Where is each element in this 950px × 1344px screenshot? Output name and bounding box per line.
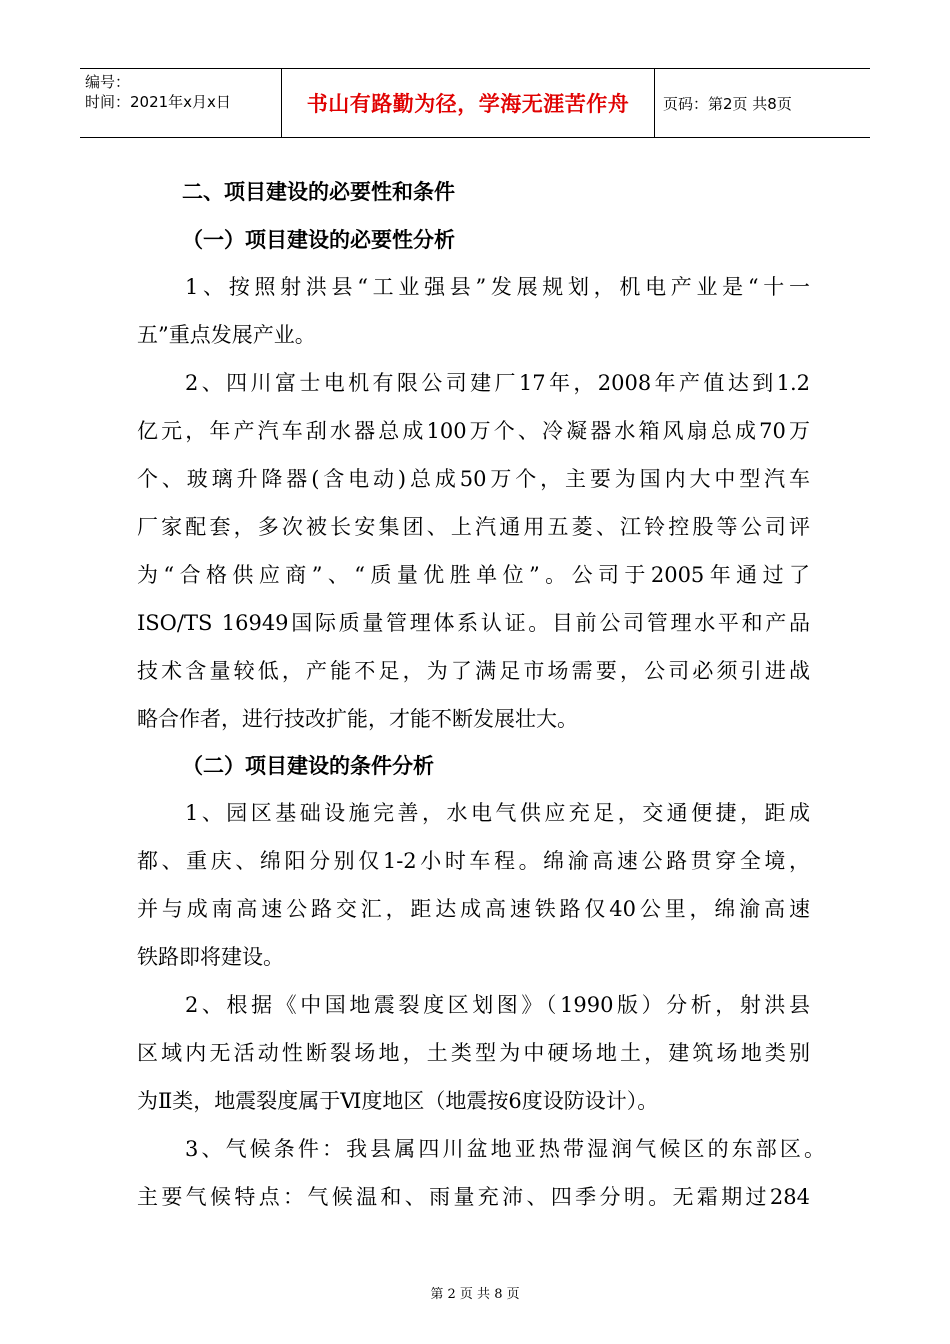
paragraph-line: ISO/TS 16949国际质量管理体系认证。目前公司管理水平和产品 xyxy=(137,611,810,635)
paragraph-line: 厂家配套，多次被长安集团、上汽通用五菱、江铃控股等公司评 xyxy=(137,515,810,539)
header-page-info: 页码：第2页 共8页 xyxy=(663,94,792,113)
doc-number-label: 编号： xyxy=(85,73,131,91)
paragraph-line: 都、重庆、绵阳分别仅1-2小时车程。绵渝高速公路贯穿全境， xyxy=(137,849,810,873)
paragraph-line: 3、气候条件：我县属四川盆地亚热带湿润气候区的东部区。 xyxy=(185,1137,825,1161)
page-footer: 第 2 页 共 8 页 xyxy=(430,1287,520,1302)
header-meta xyxy=(80,69,282,137)
time-label: 时间：2021年x月x日 xyxy=(85,93,231,111)
paragraph-line: 个、玻璃升降器(含电动)总成50万个，主要为国内大中型汽车 xyxy=(137,467,810,491)
paragraph-line: 技术含量较低，产能不足，为了满足市场需要，公司必须引进战 xyxy=(137,659,810,683)
paragraph-line: 铁路即将建设。 xyxy=(137,945,284,969)
paragraph-line: 略合作者，进行技改扩能，才能不断发展壮大。 xyxy=(137,707,578,731)
paragraph-line: 1、按照射洪县“工业强县”发展规划，机电产业是“十一 xyxy=(185,275,810,299)
paragraph-line: 主要气候特点：气候温和、雨量充沛、四季分明。无霜期过284 xyxy=(137,1185,810,1209)
header-motto: 书山有路勤为径，学海无涯苦作舟 xyxy=(282,69,655,137)
paragraph-line: 2、根据《中国地震裂度区划图》（1990版）分析，射洪县 xyxy=(185,993,810,1017)
paragraph-line: 为Ⅱ类，地震裂度属于Ⅵ度地区（地震按6度设防设计）。 xyxy=(137,1089,659,1113)
paragraph-line: 亿元，年产汽车刮水器总成100万个、冷凝器水箱风扇总成70万 xyxy=(137,419,810,443)
paragraph-line: 五”重点发展产业。 xyxy=(137,323,316,347)
section-title: 二、项目建设的必要性和条件 xyxy=(182,180,455,204)
subsection-title-necessity: （一）项目建设的必要性分析 xyxy=(182,228,455,252)
subsection-title-conditions: （二）项目建设的条件分析 xyxy=(182,754,434,778)
page-header xyxy=(80,68,870,138)
paragraph-line: 区域内无活动性断裂场地，土类型为中硬场地土，建筑场地类别 xyxy=(137,1041,810,1065)
paragraph-line: 为“合格供应商”、“质量优胜单位”。公司于2005年通过了 xyxy=(137,563,810,587)
paragraph-line: 2、四川富士电机有限公司建厂17年，2008年产值达到1.2 xyxy=(185,371,810,395)
paragraph-line: 1、园区基础设施完善，水电气供应充足，交通便捷，距成 xyxy=(185,801,810,825)
paragraph-line: 并与成南高速公路交汇，距达成高速铁路仅40公里，绵渝高速 xyxy=(137,897,810,921)
